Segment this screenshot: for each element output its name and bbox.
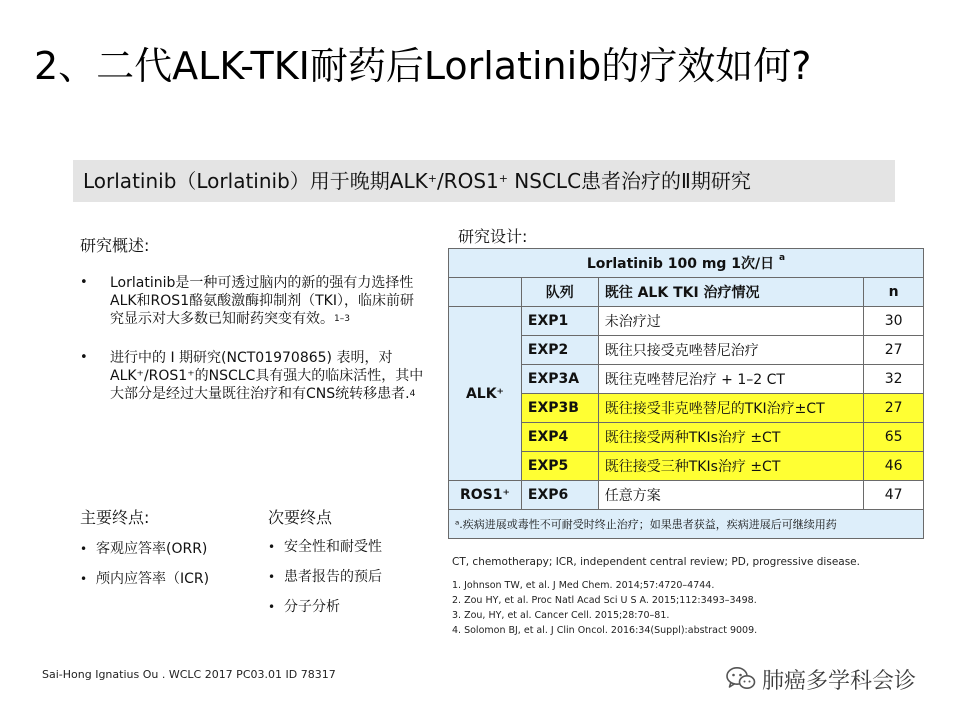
n-cell: 30 [864,307,924,336]
table-footnote: ᵃ.疾病进展或毒性不可耐受时终止治疗；如果患者获益，疾病进展后可继续用药 [449,510,924,539]
cohort-cell: EXP3A [521,365,598,394]
study-design-table [448,248,924,539]
secondary-endpoints-list [268,532,382,622]
primary-endpoint: • 客观应答率(ORR) [80,534,209,564]
reference-item: 1. Johnson TW, et al. J Med Chem. 2014;57:4720–4744. [452,580,715,591]
column-header-prior: 既往 ALK TKI 治疗情况 [598,278,864,307]
secondary-endpoint: • 分子分析 [268,592,382,622]
abbreviations: CT, chemotherapy; ICR, independent central review; PD, progressive disease. [452,556,860,568]
primary-endpoints-heading: 主要终点: [80,508,150,527]
overview-bullet [80,349,425,403]
n-cell: 32 [864,365,924,394]
overview-bullet-text: 进行中的 I 期研究(NCT01970865) 表明，对ALK⁺/ROS1⁺的NSCLC具有强大的临床活性，其中大部分是经过大量既往治疗和有CNS统转移患者. [110,350,424,402]
dose-text: Lorlatinib 100 mg 1次/日 [586,256,775,272]
overview-bullets [80,274,425,424]
dose-row [449,249,924,278]
n-cell: 46 [864,452,924,481]
n-cell: 65 [864,423,924,452]
secondary-endpoint: • 安全性和耐受性 [268,532,382,562]
study-subtitle [73,160,895,202]
reference-item: 2. Zou HY, et al. Proc Natl Acad Sci U S A. 2015;112:3493–3498. [452,595,757,606]
prior-cell: 既往接受非克唑替尼的TKI治疗±CT [598,394,864,423]
primary-endpoint: • 颅内应答率（ICR) [80,564,209,594]
cohort-cell: EXP4 [521,423,598,452]
source-citation: Sai-Hong Ignatius Ou . WCLC 2017 PC03.01 ID 78317 [42,668,336,681]
secondary-endpoint: • 患者报告的预后 [268,562,382,592]
primary-endpoints-list [80,534,209,594]
column-header-n: n [864,278,924,307]
n-cell: 27 [864,394,924,423]
reference-marker: 4 [409,389,416,399]
group-alk: ALK⁺ [449,307,522,481]
reference-marker: 1–3 [334,314,350,324]
reference-list [452,578,757,638]
subtitle-middle: /ROS1 [436,169,499,193]
overview-bullet-text: Lorlatinib是一种可透过脑内的新的强有力选择性ALK和ROS1酪氨酸激酶抑制剂（TKI），临床前研究显示对大多数已知耐药突变有效。 [110,275,414,327]
column-header-cohort: 队列 [521,278,598,307]
table-footnote-row [449,510,924,539]
dose-footnote-marker: a [779,253,786,263]
table-row [449,481,924,510]
cohort-cell: EXP3B [521,394,598,423]
wechat-icon [726,666,756,692]
subtitle-prefix: Lorlatinib（Lorlatinib）用于晚期ALK [83,169,428,193]
subtitle-sup-1: + [427,172,437,185]
column-header-row [449,278,924,307]
subtitle-suffix: NSCLC患者治疗的Ⅱ期研究 [507,169,751,193]
design-heading: 研究设计: [458,227,528,246]
n-cell: 47 [864,481,924,510]
subtitle-sup-2: + [498,172,508,185]
prior-cell: 任意方案 [598,481,864,510]
table-row [449,307,924,336]
overview-heading: 研究概述: [80,236,150,255]
reference-item: 3. Zou, HY, et al. Cancer Cell. 2015;28:70–81. [452,610,670,621]
cohort-cell: EXP6 [521,481,598,510]
prior-cell: 未治疗过 [598,307,864,336]
cohort-cell: EXP5 [521,452,598,481]
dose-cell [449,249,924,278]
reference-item: 4. Solomon BJ, et al. J Clin Oncol. 2016:34(Suppl):abstract 9009. [452,625,758,636]
slide-title: 2、二代ALK-TKI耐药后Lorlatinib的疗效如何? [34,44,812,88]
group-ros1: ROS1⁺ [449,481,522,510]
overview-bullet [80,274,425,328]
prior-cell: 既往只接受克唑替尼治疗 [598,336,864,365]
prior-cell: 既往接受两种TKIs治疗 ±CT [598,423,864,452]
prior-cell: 既往克唑替尼治疗 + 1–2 CT [598,365,864,394]
cohort-cell: EXP2 [521,336,598,365]
brand-watermark [726,662,916,696]
empty-header-cell [449,278,522,307]
cohort-cell: EXP1 [521,307,598,336]
prior-cell: 既往接受三种TKIs治疗 ±CT [598,452,864,481]
brand-name: 肺癌多学科会诊 [762,668,917,694]
n-cell: 27 [864,336,924,365]
secondary-endpoints-heading: 次要终点 [268,508,333,527]
